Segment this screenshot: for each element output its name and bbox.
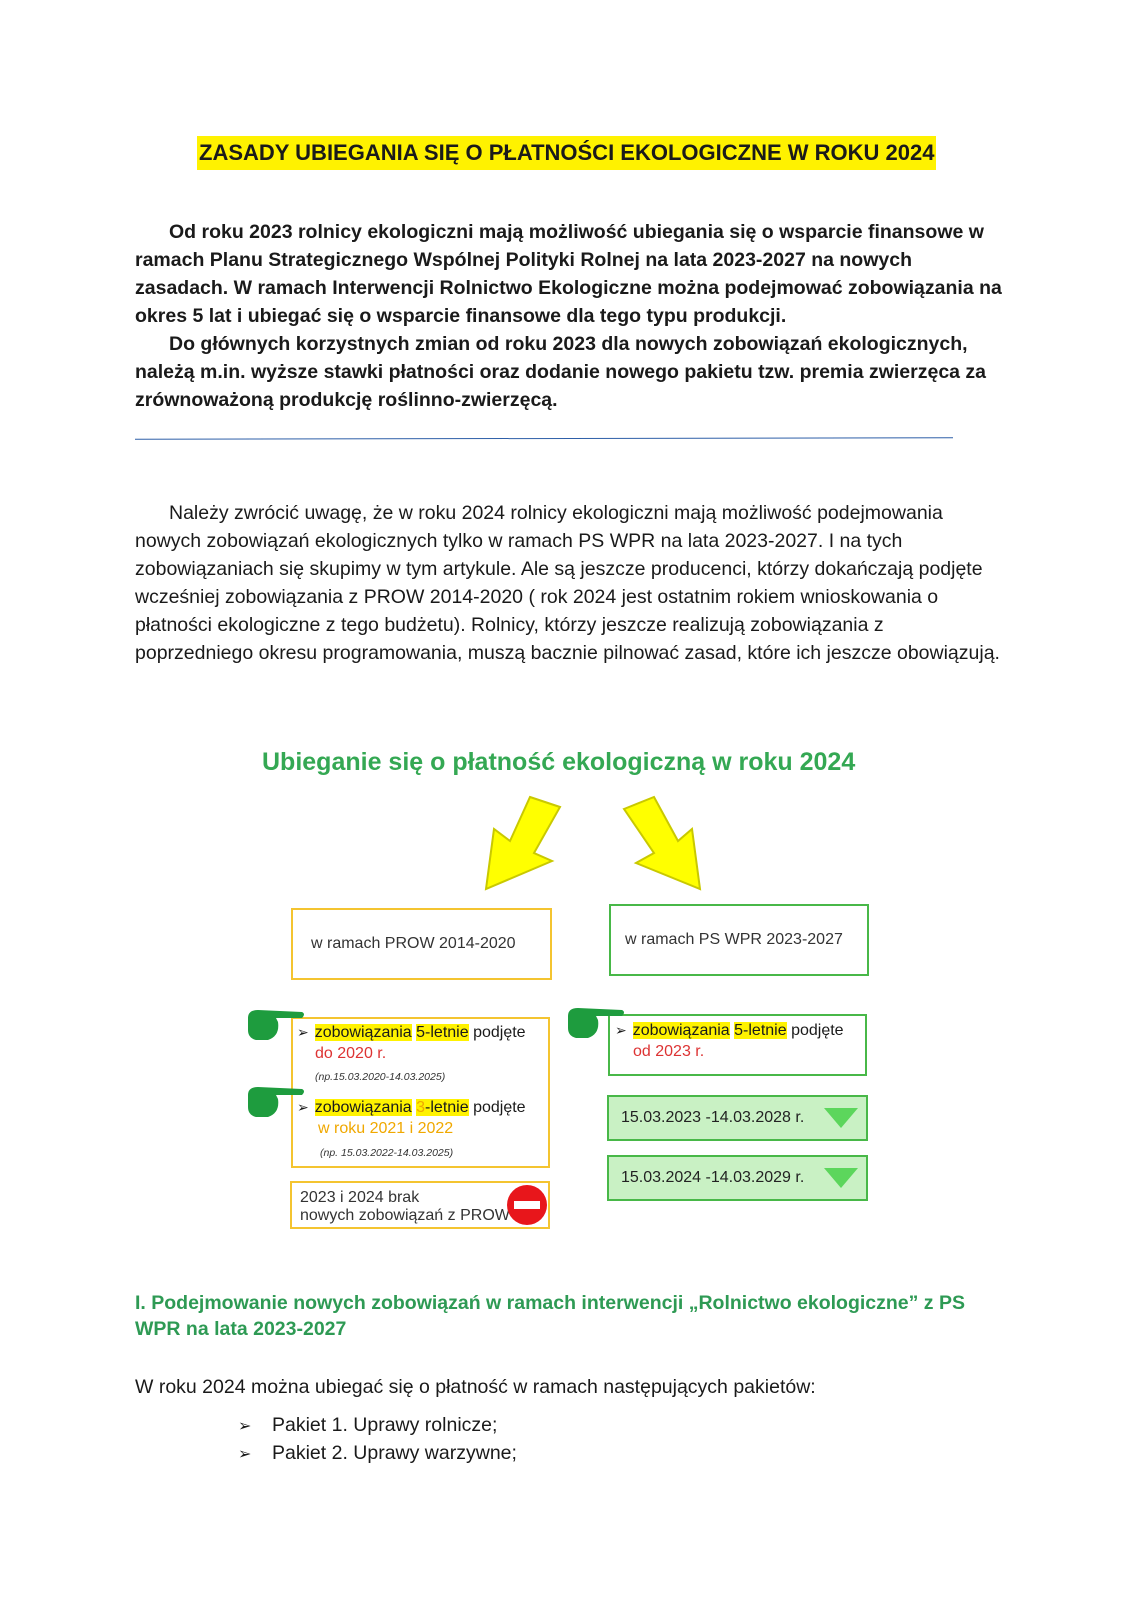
prow-item-5-year-when: do 2020 r.	[315, 1045, 387, 1062]
section-heading: I. Podejmowanie nowych zobowiązań w ramach interwencji „Rolnictwo ekologiczne” z PS WPR na lata 2023-2027	[135, 1292, 965, 1340]
prow-item-5-year-example: (np.15.03.2020-14.03.2025)	[315, 1071, 446, 1083]
intro-paragraph-2: Do głównych korzystnych zmian od roku 2023 dla nowych zobowiązań ekologicznych, należą m.in. wyższe stawki płatności oraz dodanie nowego pakietu tzw. premia zwierzęca za zrównoważoną produkcję roślinno-zwierzęcą.	[135, 333, 987, 411]
section-lead: W roku 2024 można ubiegać się o płatność w ramach następujących pakietów:	[135, 1376, 816, 1398]
list-item: ➢ Pakiet 1. Uprawy rolnicze;	[238, 1412, 517, 1440]
list-item: ➢ Pakiet 2. Uprawy warzywne;	[238, 1440, 517, 1468]
intro-section	[135, 218, 1005, 414]
divider	[135, 437, 953, 439]
diagram-title: Ubieganie się o płatność ekologiczną w roku 2024	[262, 748, 856, 776]
no-entry-icon	[505, 1183, 549, 1227]
date-range-2024: 15.03.2024 -14.03.2029 r.	[607, 1155, 868, 1201]
arrow-bullet-icon: ➢	[297, 1099, 309, 1115]
page-title: ZASADY UBIEGANIA SIĘ O PŁATNOŚCI EKOLOGICZNE W ROKU 2024	[197, 136, 936, 170]
prow-item-3-year-when: w roku 2021 i 2022	[318, 1120, 454, 1137]
no-new-line-1: 2023 i 2024 brak	[300, 1189, 420, 1206]
chevron-down-icon	[822, 1164, 860, 1190]
body-section	[135, 499, 1005, 667]
prow-item-3-year-example: (np. 15.03.2022-14.03.2025)	[320, 1147, 454, 1159]
prow-box: w ramach PROW 2014-2020	[291, 908, 552, 980]
arrow-down-left-icon	[478, 795, 568, 895]
ps-wpr-item-5-year: ➢ zobowiązania 5-letnie podjęte	[615, 1022, 844, 1039]
date-range-2023: 15.03.2023 -14.03.2028 r.	[607, 1095, 868, 1141]
arrow-bullet-icon: ➢	[238, 1446, 252, 1463]
arrow-bullet-icon: ➢	[238, 1418, 252, 1435]
prow-item-3-year: ➢ zobowiązania 3-letnie podjęte	[297, 1099, 526, 1116]
package-list	[238, 1412, 517, 1468]
intro-paragraph-1: Od roku 2023 rolnicy ekologiczni mają możliwość ubiegania się o wsparcie finansowe w ramach Planu Strategicznego Wspólnej Polityki Rolnej na lata 2023-2027 na nowych zasadach. W ramach Interwencji Rolnictwo Ekologiczne można podejmować zobowiązania na okres 5 lat i ubiegać się o wsparcie finansowe dla tego typu produkcji.	[135, 221, 1002, 327]
no-new-line-2: nowych zobowiązań z PROW	[300, 1207, 510, 1224]
chevron-down-icon	[822, 1104, 860, 1130]
prow-item-5-year: ➢ zobowiązania 5-letnie podjęte	[297, 1024, 526, 1041]
arrow-bullet-icon: ➢	[297, 1024, 309, 1040]
ps-wpr-box: w ramach PS WPR 2023-2027	[609, 904, 869, 976]
arrow-down-right-icon	[618, 795, 708, 895]
arrow-bullet-icon: ➢	[615, 1022, 627, 1038]
ps-wpr-item-when: od 2023 r.	[633, 1043, 705, 1060]
body-paragraph: Należy zwrócić uwagę, że w roku 2024 rolnicy ekologiczni mają możliwość podejmowania nowych zobowiązań ekologicznych tylko w ramach PS WPR na lata 2023-2027. I na tych zobowiązaniach się skupimy w tym artykule. Ale są jeszcze producenci, którzy dokańczają podjęte wcześniej zobowiązania z PROW 2014-2020 ( rok 2024 jest ostatnim rokiem wnioskowania o płatności ekologiczne z tego budżetu). Rolnicy, którzy jeszcze realizują zobowiązania z poprzedniego okresu programowania, muszą bacznie pilnować zasad, które ich jeszcze obowiązują.	[135, 502, 1000, 664]
